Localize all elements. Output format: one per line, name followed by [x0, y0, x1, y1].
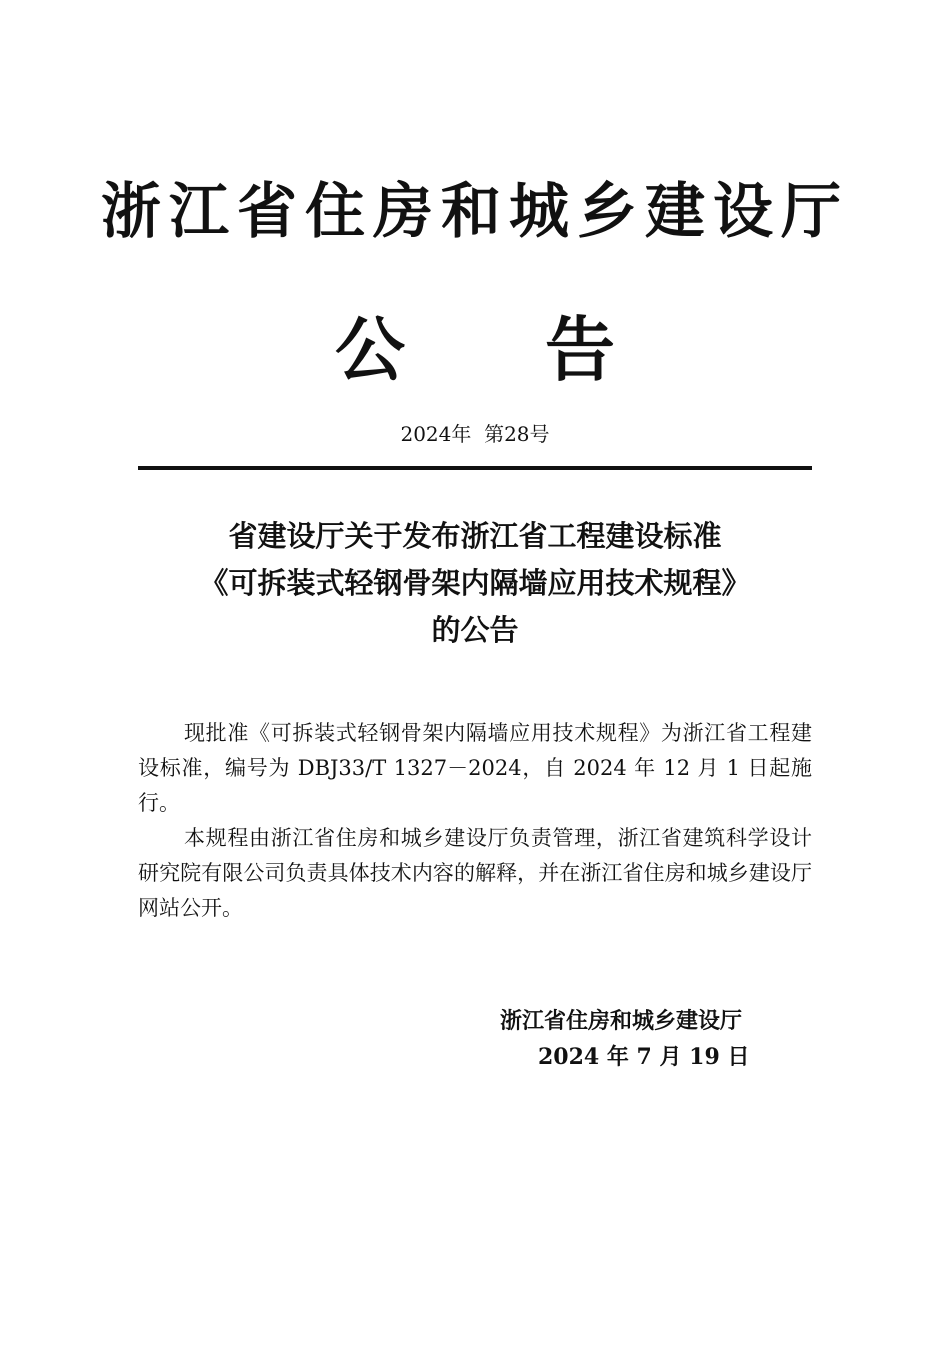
- issuing-agency-title: 浙江省住房和城乡建设厅: [101, 177, 849, 247]
- signature-organization: 浙江省住房和城乡建设厅: [500, 1008, 743, 1034]
- notice-subject: [0, 513, 950, 654]
- body-paragraph: 现批准《可拆装式轻钢骨架内隔墙应用技术规程》为浙江省工程建设标准，编号为 DBJ33/T 1327－2024，自 2024 年 12 月 1 日起施行。: [138, 721, 812, 815]
- body-paragraph: 本规程由浙江省住房和城乡建设厅负责管理，浙江省建筑科学设计研究院有限公司负责具体技术内容的解释，并在浙江省住房和城乡建设厅网站公开。: [138, 826, 812, 920]
- signature-block: [500, 1003, 780, 1075]
- signature-date: 2024 年 7 月 19 日: [538, 1044, 750, 1070]
- subject-line: 的公告: [431, 613, 519, 647]
- notice-heading: 公 告: [335, 308, 615, 391]
- header-divider: [138, 466, 812, 470]
- subject-line: 《可拆装式轻钢骨架内隔墙应用技术规程》: [199, 566, 751, 600]
- notice-body: [138, 716, 812, 926]
- subject-line: 省建设厅关于发布浙江省工程建设标准: [228, 519, 722, 553]
- document-number: 2024年 第28号: [400, 422, 550, 446]
